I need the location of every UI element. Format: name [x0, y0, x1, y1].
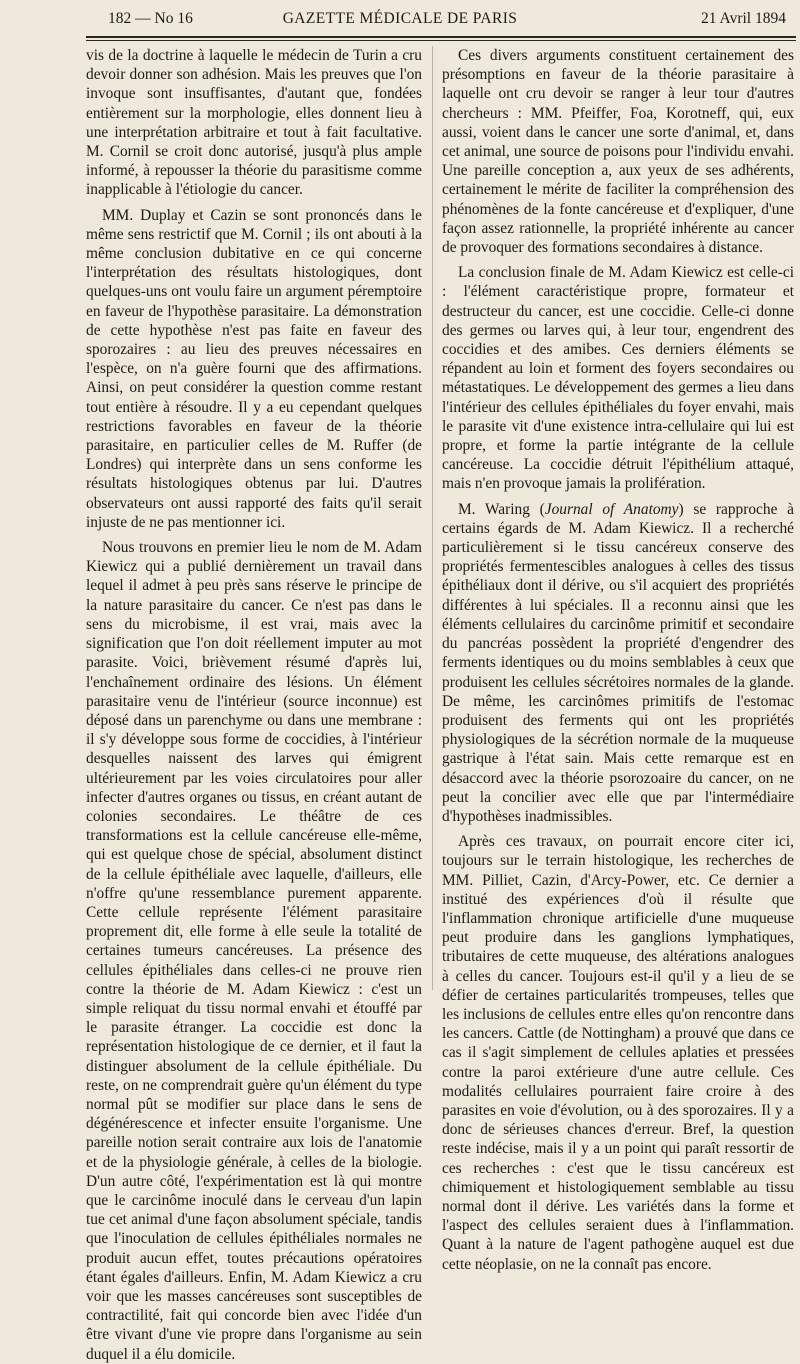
- left-column: [86, 46, 422, 1363]
- paragraph: Nous trouvons en premier lieu le nom de M. Adam Kiewicz qui a publié dernièrement un travail dans lequel il admet à peu près sans réserve le principe de la nature parasitaire du cancer. Ce n'est pas dans le sens du microbisme, il est vrai, mais avec la signification que l'on doit réellement imputer au mot parasite. Voici, brièvement résumé d'après lui, l'enchaînement ordinaire des lésions. Un élément parasitaire venu de l'intérieur (source inconnue) est déposé dans un parenchyme ou dans une membrane : il s'y développe sous forme de coccidies, à l'intérieur desquelles naissent des larves qui émigrent ultérieurement par les voies circulatoires pour aller infecter d'autres organes ou tissus, en créant autant de colonies secondaires. Le théâtre de ces transformations est la cellule cancéreuse elle-même, qui est quelque chose de spécial, absolument distinct de la cellule épithéliale avec laquelle, d'ailleurs, elle n'offre qu'une ressemblance purement apparente. Cette cellule représente l'élément parasitaire proprement dit, elle forme à elle seule la totalité de certaines tumeurs cancéreuses. La présence des cellules épithéliales dans celles-ci ne prouve rien contre la théorie de M. Adam Kiewicz : c'est un simple reliquat du tissu normal envahi et étouffé par le parasite étranger. La coccidie est donc la représentation histologique de ce dernier, et il faut la distinguer absolument de la cellule épithéliale. Du reste, on ne comprendrait guère qu'un élément du type normal pût se modifier sur place dans le sens de dégénérescence et infecter ensuite l'organisme. Une pareille notion serait contraire aux lois de l'anatomie et de la physiologie générale, à celles de la biologie. D'un autre côté, l'expérimentation est là qui montre que le carcinôme inoculé dans le cerveau d'un lapin tue cet animal d'une façon absolument spéciale, tandis que l'inoculation de cellules épithéliales normales ne produit aucun effet, toutes précautions opératoires étant égales d'ailleurs. Enfin, M. Adam Kiewicz a cru voir que les masses cancéreuses sont susceptibles de contractilité, fait qui concorde bien avec l'idée d'un être vivant d'une vie propre dans l'organisme au sein duquel il a élu domicile.: [86, 539, 422, 1363]
- header-rule-thin: [86, 40, 796, 41]
- paragraph: La conclusion finale de M. Adam Kiewicz est celle-ci : l'élément caractéristique propre, formateur et destructeur du cancer, est une coccidie. Celle-ci donne des germes ou larves qui, à leur tour, engendrent des coccidies et des amibes. Ces derniers éléments se répandent au loin et forment des foyers secondaires ou métastatiques. Le développement des germes a lieu dans l'intérieur des cellules épithéliales du foyer envahi, mais le parasite vit d'une existence intra-cellulaire qui lui est propre, et forme la partie intégrante de la cellule cancéreuse. La coccidie détruit l'épithélium attaqué, mais n'en provoque jamais la prolifération.: [442, 264, 794, 493]
- page-number: 182 — No 16: [108, 10, 193, 27]
- waring-text-after: ) se rapproche à certains égards de M. Adam Kiewicz. Il a recherché particulièrement si le tissu cancéreux conserve des propriétés fermentescibles analogues à celles des tissus épithéliaux dont il dérive, ou s'il acquiert des propriétés différentes à lui spéciales. Il a reconnu ainsi que les éléments cellulaires du carcinôme primitif et secondaire du pancréas possèdent la propriété d'engendrer des ferments identiques ou du moins semblables à ceux que produisent les cellules sécrétoires normales de la glande. De même, les carcinômes primitifs de l'estomac produisent des ferments qui ont les propriétés physiologiques de la sécrétion normale de la muqueuse gastrique à l'état sain. Mais cette remarque est en désaccord avec la théorie psorozoaire du cancer, on ne peut la concilier avec elle que par l'intermédiaire d'hypothèses inadmissibles.: [442, 500, 794, 825]
- paragraph: Ces divers arguments constituent certainement des présomptions en faveur de la théorie parasitaire à laquelle ont cru devoir se ranger à leur tour d'autres chercheurs : MM. Pfeiffer, Foa, Korotneff, qui, eux aussi, voient dans le cancer une sorte d'animal, et, dans cet animal, une source de poisons pour l'individu envahi. Une pareille conception a, aux yeux de ses adhérents, certainement le mérite de faciliter la compréhension des phénomènes de la fonte cancéreuse et d'expliquer, d'une façon assez rationnelle, la propriété inhérente au cancer de provoquer des formations secondaires à distance.: [442, 47, 794, 257]
- paragraph: Après ces travaux, on pourrait encore citer ici, toujours sur le terrain histologique, les recherches de MM. Pilliet, Cazin, d'Arcy-Power, etc. Ce dernier a institué des expériences d'où il résulte que l'inflammation chronique artificielle d'une muqueuse peut produire dans les ganglions lymphatiques, tributaires de cette muqueuse, des altérations analogues à celles du cancer. Toujours est-il qu'il y a lieu de se défier de certaines particularités trompeuses, telles que les inclusions de cellules entre elles qu'on rencontre dans les cancers. Cattle (de Nottingham) a prouvé que dans ce cas il s'agit simplement de cellules aplaties et pressées contre la paroi extérieure d'une autre cellule. Ces modalités cellulaires pourraient faire croire à des parasites en voie d'évolution, ou à des sporozaires. Il y a donc de sérieuses chances d'erreur. Bref, la question reste indécise, mais il y a un point qui paraît ressortir de ces recherches : c'est que le tissu cancéreux est chimiquement et histologiquement semblable au tissu normal dont il dérive. Les variétés dans la forme et l'aspect des cellules seraient dues à l'inflammation. Quant à la nature de l'agent pathogène auquel est due cette néoplasie, on ne la connaît pas encore.: [442, 833, 794, 1273]
- waring-text-before: M. Waring (: [458, 500, 545, 518]
- issue-date: 21 Avril 1894: [701, 10, 786, 27]
- journal-title: GAZETTE MÉDICALE DE PARIS: [282, 10, 518, 27]
- paragraph: MM. Duplay et Cazin se sont prononcés dans le même sens restrictif que M. Cornil ; ils ont abouti à la même conclusion dubitative en ce qui concerne l'interprétation des résultats histologiques, dont quelques-uns ont voulu faire un argument péremptoire en faveur de l'hypothèse parasitaire. La démonstration de cette hypothèse n'est pas faite en faveur des sporozaires : au lieu des preuves nécessaires en l'espèce, on n'a guère fourni que des affirmations. Ainsi, on peut considérer la question comme restant tout entière à résoudre. Il y a eu cependant quelques restrictions favorables en faveur de la théorie parasitaire, en particulier celles de M. Ruffer (de Londres) qui interprète dans un sens conforme les résultats histologiques obtenus par lui. D'autres observateurs ont aussi rapporté des faits qu'il serait injuste de ne pas mentionner ici.: [86, 206, 422, 531]
- page-header: [0, 10, 800, 34]
- paragraph-waring: [442, 500, 794, 826]
- paragraph: vis de la doctrine à laquelle le médecin de Turin a cru devoir donner son adhésion. Mais les preuves que l'on invoque sont insuffisantes, d'autant que, fondées entièrement sur la morphologie, elles donnent lieu à une interprétation arbitraire et tout à fait facultative. M. Cornil se croit donc autorisé, jusqu'à plus ample informé, à repousser la théorie du parasitisme comme inapplicable à l'étiologie du cancer.: [86, 47, 422, 199]
- right-column: [442, 46, 794, 1273]
- header-rule-thick: [86, 36, 796, 38]
- column-divider: [432, 46, 433, 990]
- journal-citation: Journal of Anatomy: [544, 500, 679, 518]
